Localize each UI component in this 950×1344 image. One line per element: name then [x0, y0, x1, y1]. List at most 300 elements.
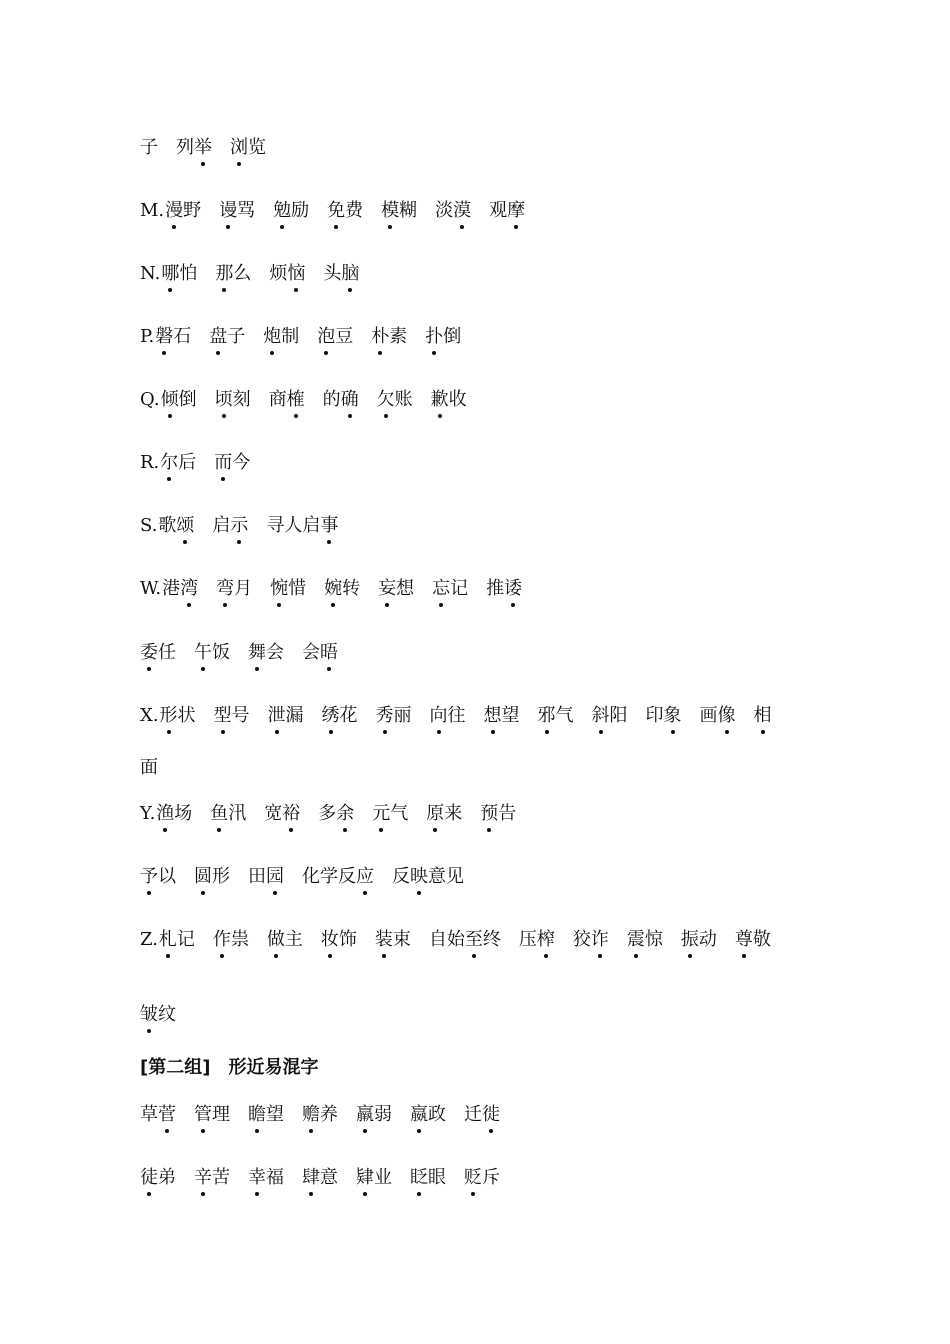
word-term — [213, 928, 249, 952]
char: 丽 — [393, 705, 412, 726]
emphasized-char: 余 — [336, 803, 355, 824]
emphasized-char: 委 — [140, 642, 158, 663]
emphasized-char: 想 — [483, 705, 502, 726]
word-term — [248, 641, 284, 665]
char: 迁 — [464, 1104, 482, 1125]
word-term — [410, 1166, 446, 1190]
char: 狡 — [572, 929, 591, 950]
word-term — [426, 802, 462, 826]
letter-prefix: W. — [140, 578, 162, 599]
char: 形 — [212, 866, 230, 887]
char: 望 — [266, 1104, 284, 1125]
char: 田 — [248, 866, 266, 887]
word-line — [140, 325, 479, 349]
emphasized-char: 皱 — [140, 1004, 158, 1025]
emphasized-char: 泄 — [267, 705, 286, 726]
emphasized-char: 鱼 — [210, 803, 229, 824]
char: 记 — [176, 929, 195, 950]
emphasized-char: 哪 — [161, 263, 180, 284]
word-term — [681, 928, 717, 952]
word-term — [162, 577, 198, 601]
emphasized-char: 朴 — [371, 326, 390, 347]
emphasized-char: 妆 — [320, 929, 339, 950]
char: 烦 — [269, 263, 288, 284]
word-term — [317, 325, 353, 349]
emphasized-char: 那 — [215, 263, 234, 284]
word-line — [140, 262, 377, 286]
emphasized-char: 向 — [429, 705, 448, 726]
char: 往 — [447, 705, 466, 726]
word-term — [322, 704, 358, 728]
emphasized-char: 惋 — [270, 578, 289, 599]
emphasized-char: 榨 — [536, 929, 555, 950]
char: 画 — [699, 705, 718, 726]
word-term — [268, 704, 304, 728]
emphasized-char: 盘 — [209, 326, 228, 347]
word-term — [160, 704, 196, 728]
char: 气 — [390, 803, 409, 824]
char: 览 — [248, 137, 266, 158]
word-line — [140, 704, 790, 728]
char: 理 — [212, 1104, 230, 1125]
emphasized-char: 嬴 — [410, 1104, 428, 1125]
char: 终 — [482, 929, 501, 950]
char: 印 — [645, 705, 664, 726]
word-term — [140, 1103, 176, 1127]
emphasized-char: 顷 — [214, 389, 233, 410]
char: 惊 — [644, 929, 663, 950]
char: 想 — [396, 578, 415, 599]
emphasized-char: 做 — [266, 929, 285, 950]
char: 意 — [320, 1167, 338, 1188]
emphasized-char: 诈 — [590, 929, 609, 950]
word-line — [140, 199, 543, 223]
char: 淡 — [435, 200, 454, 221]
char: 惜 — [288, 578, 307, 599]
word-term — [327, 199, 363, 223]
char: 后 — [178, 452, 197, 473]
char: 化 — [302, 866, 320, 887]
emphasized-char: 勉 — [273, 200, 292, 221]
word-term — [538, 704, 574, 728]
word-term — [318, 802, 354, 826]
emphasized-char: 裕 — [282, 803, 301, 824]
emphasized-char: 作 — [212, 929, 231, 950]
emphasized-char: 漫 — [165, 200, 184, 221]
word-term — [323, 262, 359, 286]
char: 反 — [392, 866, 410, 887]
char: 野 — [183, 200, 202, 221]
char: 会 — [266, 642, 284, 663]
emphasized-char: 震 — [626, 929, 645, 950]
word-term — [302, 865, 374, 889]
emphasized-char: 扑 — [425, 326, 444, 347]
word-term — [321, 928, 357, 952]
emphasized-char: 预 — [480, 803, 499, 824]
char: 励 — [291, 200, 310, 221]
emphasized-char: 湾 — [180, 578, 199, 599]
emphasized-char: 菅 — [158, 1104, 176, 1125]
word-term — [194, 1166, 230, 1190]
char: 斥 — [482, 1167, 500, 1188]
word-term — [159, 928, 195, 952]
emphasized-char: 秀 — [375, 705, 394, 726]
char: 面 — [140, 757, 158, 778]
word-term — [323, 388, 359, 412]
word-term — [215, 388, 251, 412]
word-line — [140, 928, 789, 952]
emphasized-char: 予 — [140, 866, 158, 887]
word-term — [302, 1103, 338, 1127]
char: 记 — [450, 578, 469, 599]
word-term — [161, 262, 197, 286]
char: 子 — [227, 326, 246, 347]
emphasized-char: 妄 — [378, 578, 397, 599]
emphasized-char: 谩 — [219, 200, 238, 221]
emphasized-char: 肄 — [356, 1167, 374, 1188]
word-term — [432, 577, 468, 601]
word-term — [573, 928, 609, 952]
emphasized-char: 午 — [194, 642, 212, 663]
emphasized-char: 榷 — [286, 389, 305, 410]
char: 福 — [266, 1167, 284, 1188]
char: 港 — [162, 578, 181, 599]
emphasized-char: 摩 — [507, 200, 526, 221]
word-term — [425, 325, 461, 349]
word-term — [230, 136, 266, 160]
emphasized-char: 炮 — [263, 326, 282, 347]
word-term — [266, 514, 338, 538]
char: 自 — [428, 929, 447, 950]
char: 的 — [322, 389, 341, 410]
word-line — [140, 451, 268, 475]
emphasized-char: 举 — [194, 137, 212, 158]
char: 束 — [392, 929, 411, 950]
char: 制 — [281, 326, 300, 347]
char: 号 — [231, 705, 250, 726]
emphasized-char: 舞 — [248, 642, 266, 663]
char: 转 — [342, 578, 361, 599]
word-line — [140, 1003, 194, 1027]
emphasized-char: 装 — [374, 929, 393, 950]
word-term — [194, 1103, 230, 1127]
word-term — [392, 865, 464, 889]
emphasized-char: 园 — [266, 866, 284, 887]
emphasized-char: 事 — [320, 515, 339, 536]
word-term — [248, 865, 284, 889]
word-term — [156, 802, 192, 826]
emphasized-char: 倾 — [160, 389, 179, 410]
word-term — [214, 451, 250, 475]
word-term — [194, 865, 230, 889]
letter-prefix: Z. — [140, 929, 158, 950]
word-term — [700, 704, 736, 728]
word-term — [302, 1166, 338, 1190]
char: 养 — [320, 1104, 338, 1125]
emphasized-char: 绣 — [321, 705, 340, 726]
emphasized-char: 诿 — [504, 578, 523, 599]
emphasized-char: 辛 — [194, 1167, 212, 1188]
char: 弱 — [374, 1104, 392, 1125]
char: 任 — [158, 642, 176, 663]
word-line — [140, 1103, 518, 1127]
word-term — [464, 1166, 500, 1190]
word-term — [210, 802, 246, 826]
emphasized-char: 恼 — [287, 263, 306, 284]
char: 眼 — [428, 1167, 446, 1188]
word-term — [486, 577, 522, 601]
char: 以 — [158, 866, 176, 887]
emphasized-char: 幸 — [248, 1167, 266, 1188]
word-term — [248, 1166, 284, 1190]
word-line — [140, 514, 356, 538]
word-term — [140, 1003, 176, 1027]
word-term — [248, 1103, 284, 1127]
emphasized-char: 肆 — [302, 1167, 320, 1188]
word-term — [431, 388, 467, 412]
word-term — [215, 262, 251, 286]
word-term — [480, 802, 516, 826]
char: 政 — [428, 1104, 446, 1125]
word-term — [464, 1103, 500, 1127]
word-term — [592, 704, 628, 728]
word-term — [214, 704, 250, 728]
word-term — [270, 577, 306, 601]
char: 始 — [446, 929, 465, 950]
word-term — [176, 136, 212, 160]
emphasized-char: 模 — [381, 200, 400, 221]
char: 月 — [234, 578, 253, 599]
word-term — [371, 325, 407, 349]
char: 主 — [284, 929, 303, 950]
char: 反 — [338, 866, 356, 887]
char: 列 — [176, 137, 194, 158]
char: 怕 — [179, 263, 198, 284]
char: 意 — [428, 866, 446, 887]
word-term — [140, 865, 176, 889]
word-term — [194, 641, 230, 665]
word-line — [140, 641, 356, 665]
emphasized-char: 原 — [426, 803, 445, 824]
word-term — [754, 704, 772, 728]
char: 告 — [498, 803, 517, 824]
char: 倒 — [443, 326, 462, 347]
letter-prefix: P. — [140, 326, 155, 347]
letter-prefix: Y. — [140, 803, 156, 824]
emphasized-char: 瞻 — [248, 1104, 266, 1125]
letter-prefix: R. — [140, 452, 160, 473]
word-line — [140, 802, 534, 826]
word-term — [165, 199, 201, 223]
char: 收 — [448, 389, 467, 410]
word-term — [158, 514, 194, 538]
char: 豆 — [335, 326, 354, 347]
char: 骂 — [237, 200, 256, 221]
emphasized-char: 元 — [372, 803, 391, 824]
word-term — [264, 802, 300, 826]
emphasized-char: 映 — [410, 866, 428, 887]
char: 饰 — [338, 929, 357, 950]
char: 推 — [486, 578, 505, 599]
emphasized-char: 晤 — [320, 642, 338, 663]
char: 纹 — [158, 1004, 176, 1025]
word-term — [302, 641, 338, 665]
word-term — [435, 199, 471, 223]
emphasized-char: 至 — [464, 929, 483, 950]
char: 启 — [212, 515, 231, 536]
word-line — [140, 388, 485, 412]
letter-prefix: M. — [140, 200, 165, 221]
char: 状 — [177, 705, 196, 726]
word-term — [381, 199, 417, 223]
word-term — [375, 928, 411, 952]
word-term — [356, 1166, 392, 1190]
emphasized-char: 尔 — [160, 452, 179, 473]
letter-prefix: S. — [140, 515, 158, 536]
emphasized-char: 圆 — [194, 866, 212, 887]
emphasized-char: 相 — [753, 705, 772, 726]
char: 素 — [389, 326, 408, 347]
char: 学 — [320, 866, 338, 887]
char: 糊 — [399, 200, 418, 221]
emphasized-char: 像 — [717, 705, 736, 726]
word-term — [376, 704, 412, 728]
word-term — [160, 451, 196, 475]
char: 草 — [140, 1104, 158, 1125]
char: 宽 — [264, 803, 283, 824]
word-term — [519, 928, 555, 952]
char: 观 — [489, 200, 508, 221]
letter-prefix: X. — [140, 705, 159, 726]
char: 人 — [284, 515, 303, 536]
char: 望 — [501, 705, 520, 726]
char: 弟 — [158, 1167, 176, 1188]
emphasized-char: 尊 — [734, 929, 753, 950]
char: 来 — [444, 803, 463, 824]
char: 多 — [318, 803, 337, 824]
emphasized-char: 浏 — [230, 137, 248, 158]
emphasized-char: 弯 — [216, 578, 235, 599]
word-term — [269, 388, 305, 412]
char: 么 — [233, 263, 252, 284]
word-line — [140, 756, 176, 780]
char: 阳 — [609, 705, 628, 726]
char: 头 — [323, 263, 342, 284]
emphasized-char: 忘 — [432, 578, 451, 599]
char: 业 — [374, 1167, 392, 1188]
emphasized-char: 赡 — [302, 1104, 320, 1125]
word-line — [140, 577, 540, 601]
char: 账 — [394, 389, 413, 410]
emphasized-char: 脑 — [341, 263, 360, 284]
word-term — [410, 1103, 446, 1127]
emphasized-char: 型 — [213, 705, 232, 726]
char: 刻 — [232, 389, 251, 410]
emphasized-char: 振 — [680, 929, 699, 950]
char: 场 — [174, 803, 193, 824]
emphasized-char: 斜 — [591, 705, 610, 726]
emphasized-char: 象 — [663, 705, 682, 726]
word-term — [140, 136, 158, 160]
emphasized-char: 徒 — [140, 1167, 158, 1188]
emphasized-char: 徙 — [482, 1104, 500, 1125]
emphasized-char: 眨 — [410, 1167, 428, 1188]
word-term — [155, 325, 191, 349]
char: 见 — [446, 866, 464, 887]
word-term — [429, 928, 501, 952]
emphasized-char: 札 — [158, 929, 177, 950]
emphasized-char: 贬 — [464, 1167, 482, 1188]
char: 苦 — [212, 1167, 230, 1188]
word-term — [140, 756, 158, 780]
emphasized-char: 应 — [356, 866, 374, 887]
char: 子 — [140, 137, 158, 158]
char: 漏 — [285, 705, 304, 726]
emphasized-char: 歉 — [430, 389, 449, 410]
emphasized-char: 羸 — [356, 1104, 374, 1125]
emphasized-char: 泡 — [317, 326, 336, 347]
word-term — [273, 199, 309, 223]
word-term — [209, 325, 245, 349]
emphasized-char: 而 — [214, 452, 233, 473]
word-line — [140, 136, 284, 160]
emphasized-char: 漠 — [453, 200, 472, 221]
word-term — [489, 199, 525, 223]
word-term — [627, 928, 663, 952]
emphasized-char: 管 — [194, 1104, 212, 1125]
word-term — [219, 199, 255, 223]
word-term — [161, 388, 197, 412]
emphasized-char: 形 — [159, 705, 178, 726]
word-term — [484, 704, 520, 728]
char: 动 — [698, 929, 717, 950]
char: 祟 — [230, 929, 249, 950]
char: 气 — [555, 705, 574, 726]
word-term — [267, 928, 303, 952]
char: 歌 — [158, 515, 177, 536]
word-term — [372, 802, 408, 826]
word-line — [140, 865, 482, 889]
char: 汛 — [228, 803, 247, 824]
word-term — [735, 928, 771, 952]
emphasized-char: 免 — [327, 200, 346, 221]
char: 压 — [518, 929, 537, 950]
emphasized-char: 邪 — [537, 705, 556, 726]
word-term — [430, 704, 466, 728]
char: 倒 — [178, 389, 197, 410]
emphasized-char: 渔 — [156, 803, 175, 824]
word-term — [269, 262, 305, 286]
word-term — [646, 704, 682, 728]
letter-prefix: Q. — [140, 389, 160, 410]
letter-prefix: N. — [140, 263, 161, 284]
emphasized-char: 婉 — [324, 578, 343, 599]
word-term — [140, 1166, 176, 1190]
char: 启 — [302, 515, 321, 536]
emphasized-char: 欠 — [376, 389, 395, 410]
word-term — [378, 577, 414, 601]
word-term — [324, 577, 360, 601]
emphasized-char: 磐 — [155, 326, 174, 347]
char: 费 — [345, 200, 364, 221]
word-term — [216, 577, 252, 601]
char: 商 — [268, 389, 287, 410]
emphasized-char: 示 — [230, 515, 249, 536]
char: 敬 — [752, 929, 771, 950]
char: 今 — [232, 452, 251, 473]
word-term — [263, 325, 299, 349]
word-term — [377, 388, 413, 412]
